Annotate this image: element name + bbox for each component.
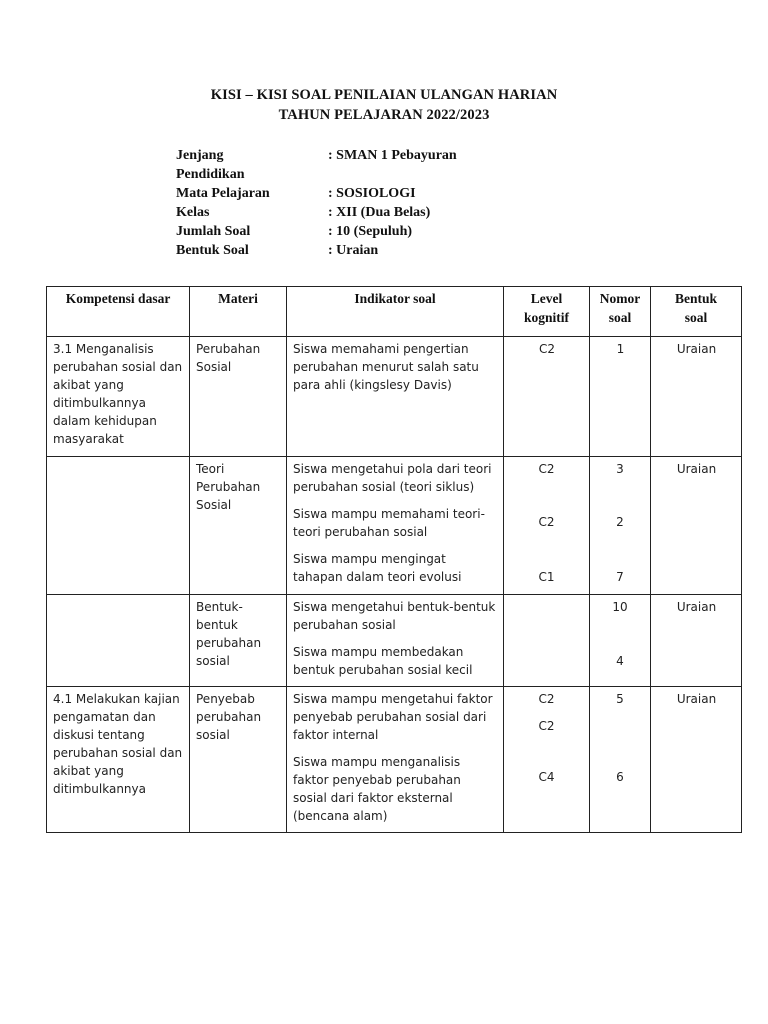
cell-bentuk: Uraian (651, 595, 742, 687)
info-label: Jenjang (176, 148, 224, 163)
cell-level (504, 595, 590, 687)
info-value: : XII (Dua Belas) (328, 205, 431, 220)
cell-kompetensi: 4.1 Melakukan kajian pengamatan dan diskusi tentang perubahan sosial dan akibat yang ditimbulkannya (47, 687, 190, 833)
header-materi: Materi (190, 287, 287, 337)
kisi-kisi-table (46, 286, 742, 833)
table-row (47, 337, 742, 457)
header-nomor: Nomor soal (590, 287, 651, 337)
cell-materi: Penyebab perubahan sosial (190, 687, 287, 833)
table-row (47, 595, 742, 687)
info-label: Bentuk Soal (176, 243, 249, 258)
cell-nomor: 3 2 7 (590, 457, 651, 595)
cell-level: C2 C2 C1 (504, 457, 590, 595)
cell-bentuk: Uraian (651, 687, 742, 833)
cell-nomor: 1 (590, 337, 651, 457)
info-label: Jumlah Soal (176, 224, 251, 239)
header-bentuk: Bentuk soal (651, 287, 742, 337)
table-header-row (47, 287, 742, 337)
info-value: : SMAN 1 Pebayuran (328, 148, 457, 163)
info-label: Pendidikan (176, 167, 245, 182)
cell-indikator: Siswa mengetahui pola dari teori perubahan sosial (teori siklus) Siswa mampu memahami teori-teori perubahan sosial Siswa mampu mengingat tahapan dalam teori evolusi (287, 457, 504, 595)
cell-level: C2 C2 C4 (504, 687, 590, 833)
cell-nomor: 10 4 (590, 595, 651, 687)
info-label: Mata Pelajaran (176, 186, 270, 201)
cell-materi: Perubahan Sosial (190, 337, 287, 457)
cell-kompetensi (47, 457, 190, 595)
table-row (47, 687, 742, 833)
cell-indikator: Siswa mengetahui bentuk-bentuk perubahan sosial Siswa mampu membedakan bentuk perubahan sosial kecil (287, 595, 504, 687)
info-value: : SOSIOLOGI (328, 186, 416, 201)
document-subtitle: TAHUN PELAJARAN 2022/2023 (278, 107, 490, 123)
header-indikator: Indikator soal (287, 287, 504, 337)
table-row (47, 457, 742, 595)
cell-nomor: 5 6 (590, 687, 651, 833)
cell-materi: Teori Perubahan Sosial (190, 457, 287, 595)
cell-bentuk: Uraian (651, 337, 742, 457)
info-value: : Uraian (328, 243, 379, 258)
document-title: KISI – KISI SOAL PENILAIAN ULANGAN HARIAN (210, 87, 558, 103)
cell-indikator: Siswa mampu mengetahui faktor penyebab perubahan sosial dari faktor internal Siswa mampu menganalisis faktor penyebab perubahan sosial dari faktor eksternal (bencana alam) (287, 687, 504, 833)
header-level: Level kognitif (504, 287, 590, 337)
header-kompetensi: Kompetensi dasar (47, 287, 190, 337)
cell-level: C2 (504, 337, 590, 457)
info-label: Kelas (176, 205, 210, 220)
cell-bentuk: Uraian (651, 457, 742, 595)
cell-materi: Bentuk-bentuk perubahan sosial (190, 595, 287, 687)
cell-kompetensi: 3.1 Menganalisis perubahan sosial dan akibat yang ditimbulkannya dalam kehidupan masyarakat (47, 337, 190, 457)
info-value: : 10 (Sepuluh) (328, 224, 413, 239)
cell-kompetensi (47, 595, 190, 687)
cell-indikator: Siswa memahami pengertian perubahan menurut salah satu para ahli (kingslesy Davis) (287, 337, 504, 457)
